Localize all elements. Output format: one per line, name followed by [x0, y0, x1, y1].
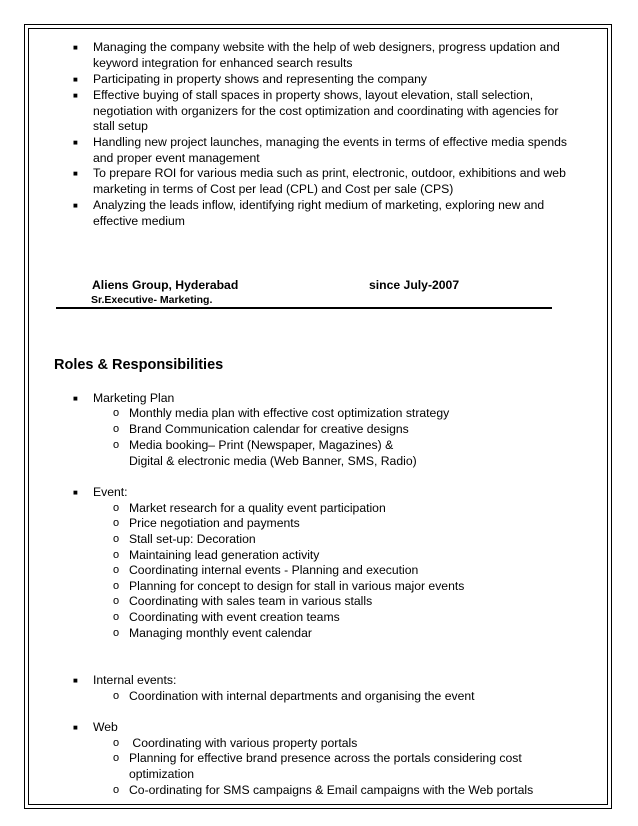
bullet-text: keyword integration for enhanced search results — [93, 55, 353, 70]
square-bullet-icon: ■ — [73, 488, 78, 497]
bullet-text: Analyzing the leads inflow, identifying right medium of marketing, exploring new and — [93, 198, 545, 212]
circle-bullet-icon: o — [113, 737, 120, 749]
circle-bullet-icon: o — [113, 517, 120, 529]
square-bullet-icon: ■ — [73, 138, 78, 147]
square-bullet-icon: ■ — [73, 201, 78, 210]
circle-bullet-icon: o — [113, 502, 120, 514]
circle-bullet-icon: o — [113, 549, 120, 561]
circle-bullet-icon: o — [113, 407, 120, 419]
bullet-text: and proper event management — [93, 150, 260, 165]
circle-bullet-icon: o — [113, 533, 120, 545]
bullet-text: negotiation with organizers for the cost optimization and coordinating with agencies for — [93, 103, 559, 118]
square-bullet-icon: ■ — [73, 43, 78, 52]
circle-bullet-icon: o — [113, 423, 120, 435]
bullet-text: effective medium — [93, 213, 185, 228]
circle-bullet-icon: o — [113, 564, 120, 576]
square-bullet-icon: ■ — [73, 394, 78, 403]
bullet-title: Marketing Plan — [93, 391, 175, 405]
section-heading: Roles & Responsibilities — [54, 357, 224, 373]
circle-bullet-icon: o — [113, 439, 120, 451]
bullet-title: Web — [93, 720, 118, 734]
square-bullet-icon: ■ — [73, 723, 78, 732]
bullet-text: stall setup — [93, 119, 148, 134]
bullet-text: Handling new project launches, managing the events in terms of effective media spends — [93, 135, 568, 149]
employer-position: Sr.Executive- Marketing. — [91, 294, 213, 306]
bullet-text: Managing the company website with the help of web designers, progress updation and — [93, 40, 560, 54]
square-bullet-icon: ■ — [73, 75, 78, 84]
employer-company: Aliens Group, Hyderabad — [92, 278, 239, 292]
section-divider — [56, 307, 552, 309]
circle-bullet-icon: o — [113, 580, 120, 592]
square-bullet-icon: ■ — [73, 169, 78, 178]
bullet-text: marketing in terms of Cost per lead (CPL) and Cost per sale (CPS) — [93, 181, 454, 196]
square-bullet-icon: ■ — [73, 676, 78, 685]
circle-bullet-icon: o — [113, 595, 120, 607]
resume-page: ■ Managing the company website with the help of web designers, progress updation and keyword integration for enhanced search results ■ Participating in property shows and representing the company ■ Effective buying of stall spaces in property shows, layout elevation, stall selection, negotiation with organizers for the cost optimization and coordinating with agencies for stall setup ■ Handling new project launches, managing the events in terms of effective media spends and proper event management ■ To prepare ROI for various media such as print, electronic, outdoor, exhibitions and web marketing in terms of Cost per lead (CPL) and Cost per sale (CPS) ■ Analyzing the leads inflow, identifying right medium of marketing, exploring new and effective medium Aliens Group, Hyderabad since July-2007 Sr.Executive- Marketing. Roles & Responsibilities ■ Marketing Plan o Monthly media plan with effective cost optimization strategy o Brand Communication calendar for creative designs o Media booking– Print (Newspaper, Magazines) & Digital & electronic media (Web Banner, SMS, Radio) ■ Event: o Market research for a quality event participation o Price negotiation and payments o Stall set-up: Decoration o Maintaining lead generation activity o Coordinating internal events - Planning and execution o Planning for concept to design for stall in various major events o Coordinating with sales team in various stalls o Coordinating with event creation teams o Managing monthly event calendar ■ Internal events: o Coordination with internal departments and organising the event ■ Web o Coordinating with various property portals o Planning for effective brand presence across the portals considering cost optimization o Co-ordinating for SMS campaigns & Email campaigns with the Web portals — [54, 40, 568, 797]
bullet-text: Participating in property shows and representing the company — [93, 72, 427, 86]
bullet-title: Internal events: — [93, 673, 177, 687]
bullet-text: To prepare ROI for various media such as print, electronic, outdoor, exhibitions and web — [93, 166, 566, 180]
circle-bullet-icon: o — [113, 690, 120, 702]
circle-bullet-icon: o — [113, 611, 120, 623]
circle-bullet-icon: o — [113, 784, 120, 796]
bullet-title: Event: — [93, 485, 128, 499]
square-bullet-icon: ■ — [73, 91, 78, 100]
circle-bullet-icon: o — [113, 627, 120, 639]
bullet-text: Effective buying of stall spaces in property shows, layout elevation, stall selection, — [93, 88, 534, 102]
circle-bullet-icon: o — [113, 752, 120, 764]
employer-since: since July-2007 — [369, 278, 460, 292]
